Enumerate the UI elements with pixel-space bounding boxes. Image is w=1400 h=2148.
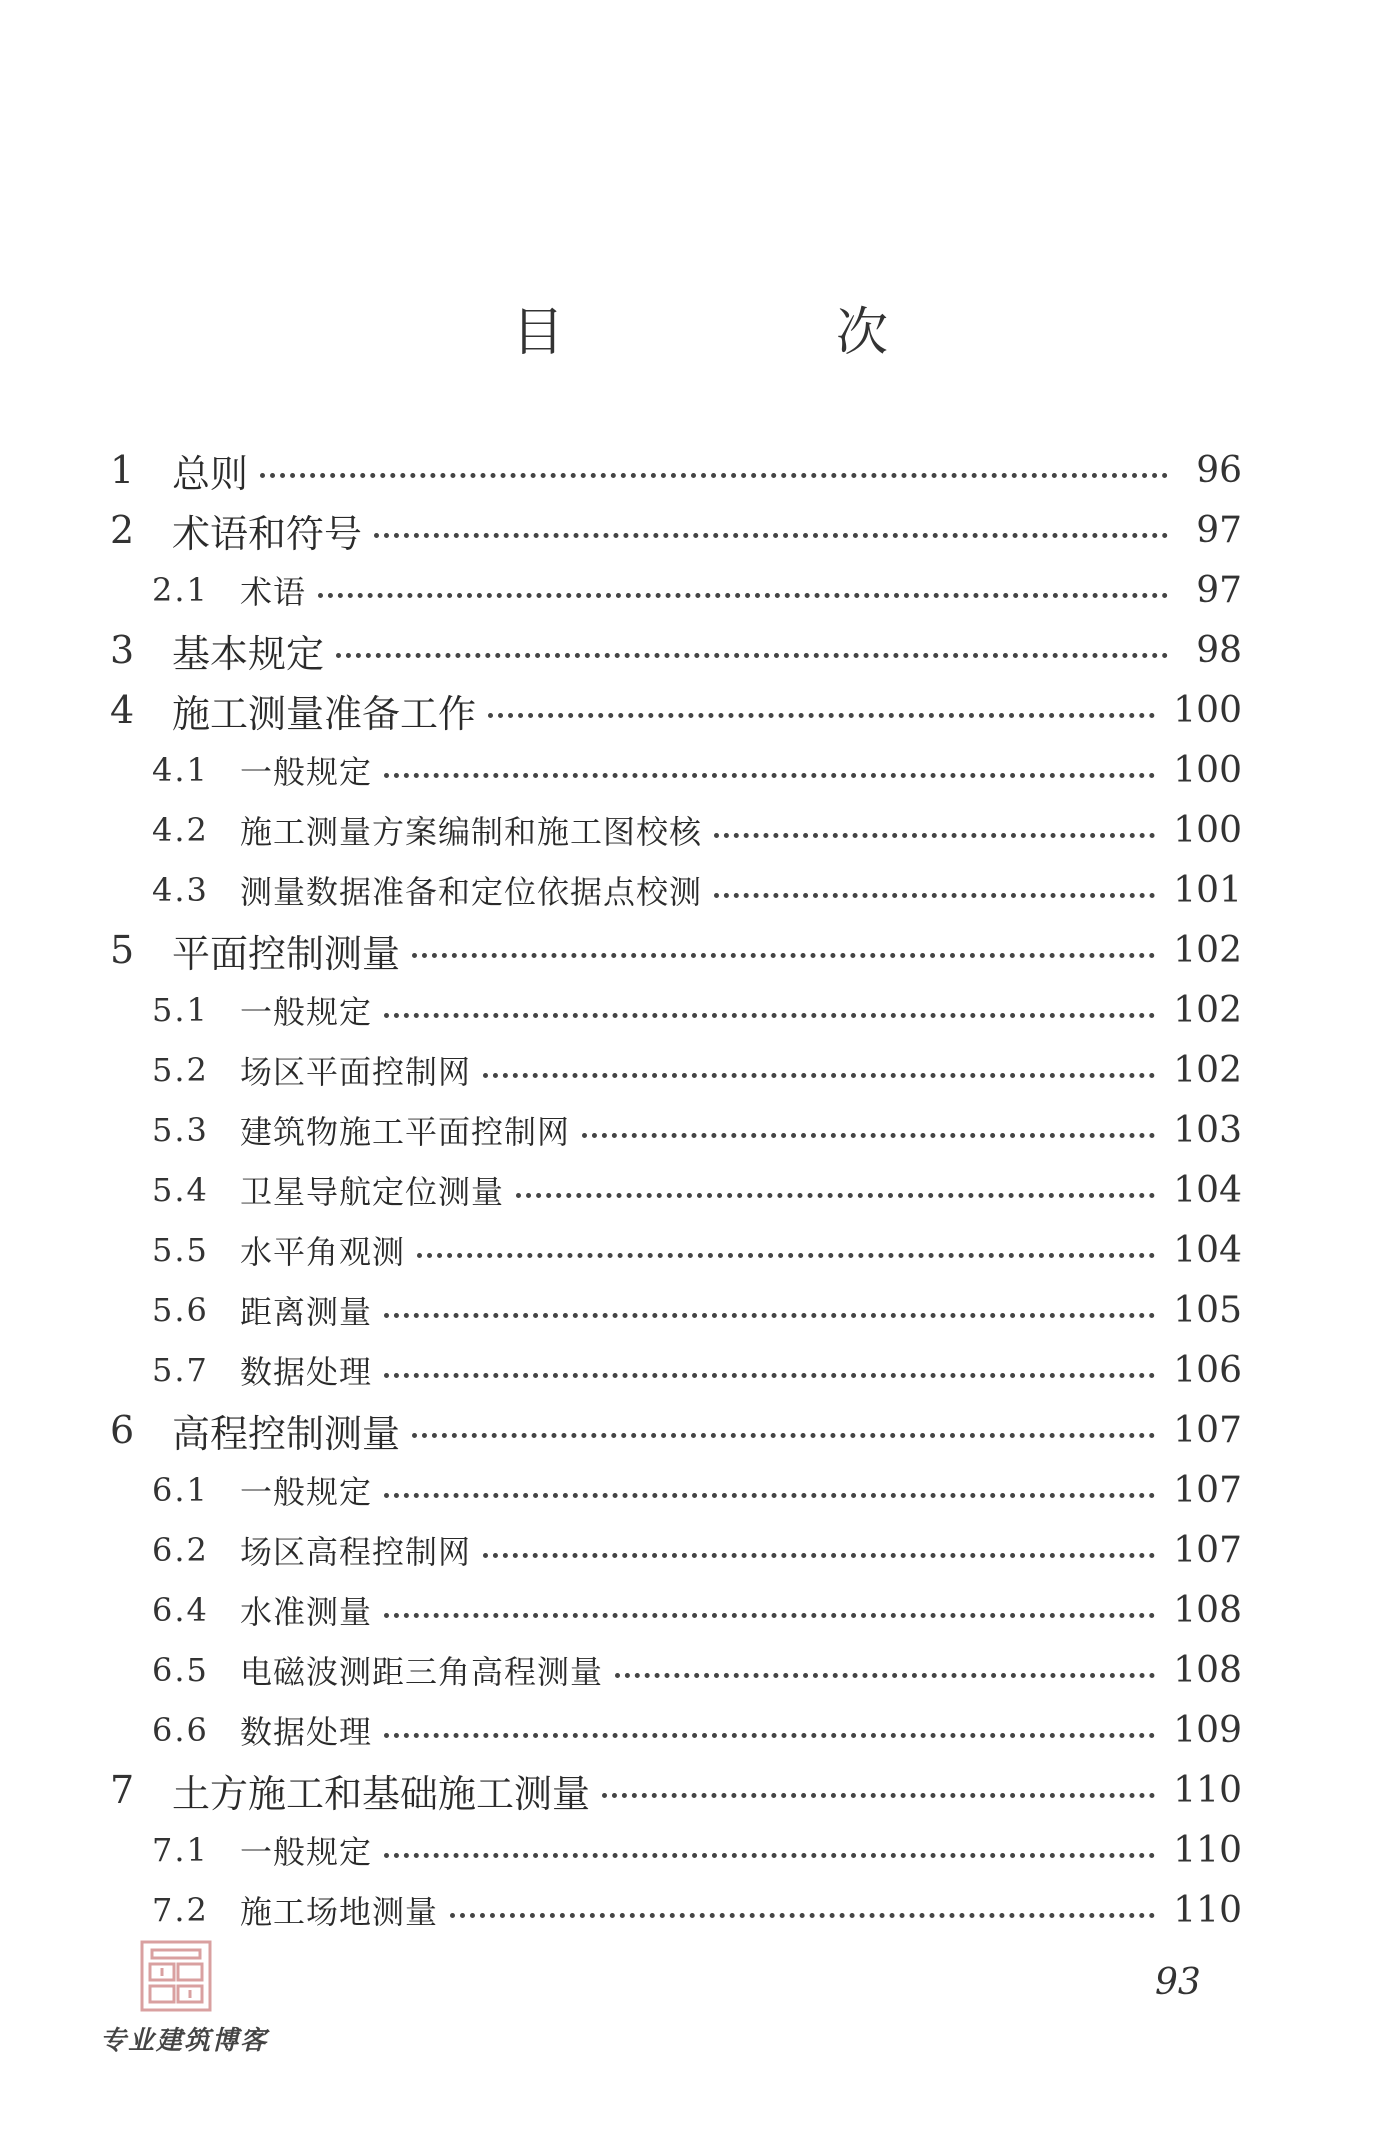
dot-leader xyxy=(516,1193,1155,1198)
toc-number: 7.2 xyxy=(152,1891,209,1929)
toc-title: 水平角观测 xyxy=(240,1233,406,1271)
toc-section-row[interactable] xyxy=(110,860,1242,920)
toc-title: 平面控制测量 xyxy=(172,931,401,976)
toc-section-row[interactable] xyxy=(110,800,1242,860)
toc-title: 土方施工和基础施工测量 xyxy=(172,1771,591,1816)
dot-leader xyxy=(412,953,1155,958)
toc-title: 测量数据准备和定位依据点校测 xyxy=(240,873,703,911)
page-number: 93 xyxy=(1155,1962,1201,2003)
toc-page-number: 107 xyxy=(1173,1409,1242,1451)
seal-logo-icon xyxy=(140,1940,212,2012)
toc-section-row[interactable] xyxy=(110,1280,1242,1340)
toc-number: 6.2 xyxy=(152,1531,209,1569)
toc-title: 术语和符号 xyxy=(172,511,363,556)
toc-page-number: 106 xyxy=(1173,1349,1242,1391)
toc-section-row[interactable] xyxy=(110,1340,1242,1400)
toc-title: 术语 xyxy=(240,573,307,611)
toc-number: 5.3 xyxy=(152,1111,209,1149)
page-title: 目 次 xyxy=(511,303,998,363)
toc-section-row[interactable] xyxy=(110,1640,1242,1700)
toc-number: 6 xyxy=(110,1408,135,1452)
toc-title: 施工场地测量 xyxy=(240,1893,439,1931)
toc-section-row[interactable] xyxy=(110,1820,1242,1880)
toc-section-row[interactable] xyxy=(110,1460,1242,1520)
toc-title: 施工测量方案编制和施工图校核 xyxy=(240,813,703,851)
dot-leader xyxy=(384,1853,1155,1858)
toc-title: 总则 xyxy=(172,451,249,496)
dot-leader xyxy=(483,1553,1155,1558)
toc-title: 数据处理 xyxy=(240,1713,373,1751)
dot-leader xyxy=(483,1073,1155,1078)
dot-leader xyxy=(384,1493,1155,1498)
toc-section-row[interactable] xyxy=(110,1160,1242,1220)
toc-page-number: 109 xyxy=(1173,1709,1242,1751)
toc-number: 5.1 xyxy=(152,991,209,1029)
toc-section-row[interactable] xyxy=(110,1520,1242,1580)
toc-chapter-row[interactable] xyxy=(110,620,1242,680)
toc-number: 5.4 xyxy=(152,1171,209,1209)
toc-number: 5.7 xyxy=(152,1351,209,1389)
toc-section-row[interactable] xyxy=(110,560,1242,620)
toc-list xyxy=(110,440,1242,1940)
toc-number: 1 xyxy=(110,448,135,492)
dot-leader xyxy=(450,1913,1155,1918)
toc-section-row[interactable] xyxy=(110,1220,1242,1280)
toc-chapter-row[interactable] xyxy=(110,1400,1242,1460)
dot-leader xyxy=(714,833,1155,838)
toc-page-number: 107 xyxy=(1173,1469,1242,1511)
toc-title: 基本规定 xyxy=(172,631,325,676)
toc-page-number: 110 xyxy=(1173,1889,1242,1931)
dot-leader xyxy=(336,653,1168,658)
toc-number: 5.6 xyxy=(152,1291,209,1329)
toc-title: 距离测量 xyxy=(240,1293,373,1331)
toc-chapter-row[interactable] xyxy=(110,1760,1242,1820)
toc-number: 4.3 xyxy=(152,871,209,909)
toc-chapter-row[interactable] xyxy=(110,680,1242,740)
toc-number: 5.5 xyxy=(152,1231,209,1269)
toc-section-row[interactable] xyxy=(110,1880,1242,1940)
toc-number: 6.4 xyxy=(152,1591,209,1629)
toc-number: 4 xyxy=(110,688,135,732)
toc-number: 5.2 xyxy=(152,1051,209,1089)
toc-page-number: 105 xyxy=(1173,1289,1242,1331)
dot-leader xyxy=(488,713,1155,718)
toc-page-number: 100 xyxy=(1173,809,1242,851)
toc-chapter-row[interactable] xyxy=(110,440,1242,500)
logo-caption: 专业建筑博客 xyxy=(100,2026,269,2056)
toc-number: 2.1 xyxy=(152,571,209,609)
toc-number: 6.1 xyxy=(152,1471,209,1509)
toc-chapter-row[interactable] xyxy=(110,920,1242,980)
toc-title: 一般规定 xyxy=(240,1833,373,1871)
toc-page-number: 96 xyxy=(1196,449,1242,491)
toc-number: 3 xyxy=(110,628,135,672)
toc-page-number: 100 xyxy=(1173,749,1242,791)
toc-title: 场区高程控制网 xyxy=(240,1533,472,1571)
dot-leader xyxy=(384,1733,1155,1738)
toc-title: 一般规定 xyxy=(240,993,373,1031)
dot-leader xyxy=(384,773,1155,778)
toc-number: 7 xyxy=(110,1768,135,1812)
toc-number: 4.2 xyxy=(152,811,209,849)
dot-leader xyxy=(384,1313,1155,1318)
toc-section-row[interactable] xyxy=(110,1580,1242,1640)
toc-page-number: 102 xyxy=(1173,929,1242,971)
toc-page-number: 101 xyxy=(1173,869,1242,911)
dot-leader xyxy=(417,1253,1155,1258)
dot-leader xyxy=(384,1613,1155,1618)
toc-number: 7.1 xyxy=(152,1831,209,1869)
dot-leader xyxy=(384,1373,1155,1378)
toc-number: 6.6 xyxy=(152,1711,209,1749)
dot-leader xyxy=(615,1673,1155,1678)
toc-page-number: 104 xyxy=(1173,1229,1242,1271)
toc-title: 数据处理 xyxy=(240,1353,373,1391)
dot-leader xyxy=(318,593,1168,598)
toc-title: 建筑物施工平面控制网 xyxy=(240,1113,571,1151)
toc-number: 6.5 xyxy=(152,1651,209,1689)
dot-leader xyxy=(260,473,1168,478)
toc-page-number: 97 xyxy=(1196,569,1242,611)
toc-title: 卫星导航定位测量 xyxy=(240,1173,505,1211)
toc-title: 一般规定 xyxy=(240,1473,373,1511)
toc-title: 电磁波测距三角高程测量 xyxy=(240,1653,604,1691)
dot-leader xyxy=(384,1013,1155,1018)
toc-chapter-row[interactable] xyxy=(110,500,1242,560)
toc-number: 4.1 xyxy=(152,751,209,789)
toc-title: 场区平面控制网 xyxy=(240,1053,472,1091)
dot-leader xyxy=(412,1433,1155,1438)
toc-page-number: 107 xyxy=(1173,1529,1242,1571)
toc-page-number: 104 xyxy=(1173,1169,1242,1211)
dot-leader xyxy=(582,1133,1155,1138)
toc-page-number: 108 xyxy=(1173,1649,1242,1691)
toc-page-number: 110 xyxy=(1173,1829,1242,1871)
toc-section-row[interactable] xyxy=(110,980,1242,1040)
toc-section-row[interactable] xyxy=(110,1700,1242,1760)
toc-title: 高程控制测量 xyxy=(172,1411,401,1456)
toc-number: 2 xyxy=(110,508,135,552)
toc-section-row[interactable] xyxy=(110,1040,1242,1100)
toc-section-row[interactable] xyxy=(110,740,1242,800)
toc-page-number: 110 xyxy=(1173,1769,1242,1811)
dot-leader xyxy=(374,533,1168,538)
toc-section-row[interactable] xyxy=(110,1100,1242,1160)
dot-leader xyxy=(602,1793,1155,1798)
dot-leader xyxy=(714,893,1155,898)
toc-page-number: 103 xyxy=(1173,1109,1242,1151)
toc-page-number: 100 xyxy=(1173,689,1242,731)
toc-number: 5 xyxy=(110,928,135,972)
toc-page-number: 102 xyxy=(1173,989,1242,1031)
toc-title: 施工测量准备工作 xyxy=(172,691,477,736)
toc-page-number: 97 xyxy=(1196,509,1242,551)
toc-title: 一般规定 xyxy=(240,753,373,791)
toc-page-number: 108 xyxy=(1173,1589,1242,1631)
toc-page-number: 98 xyxy=(1196,629,1242,671)
toc-title: 水准测量 xyxy=(240,1593,373,1631)
toc-page-number: 102 xyxy=(1173,1049,1242,1091)
